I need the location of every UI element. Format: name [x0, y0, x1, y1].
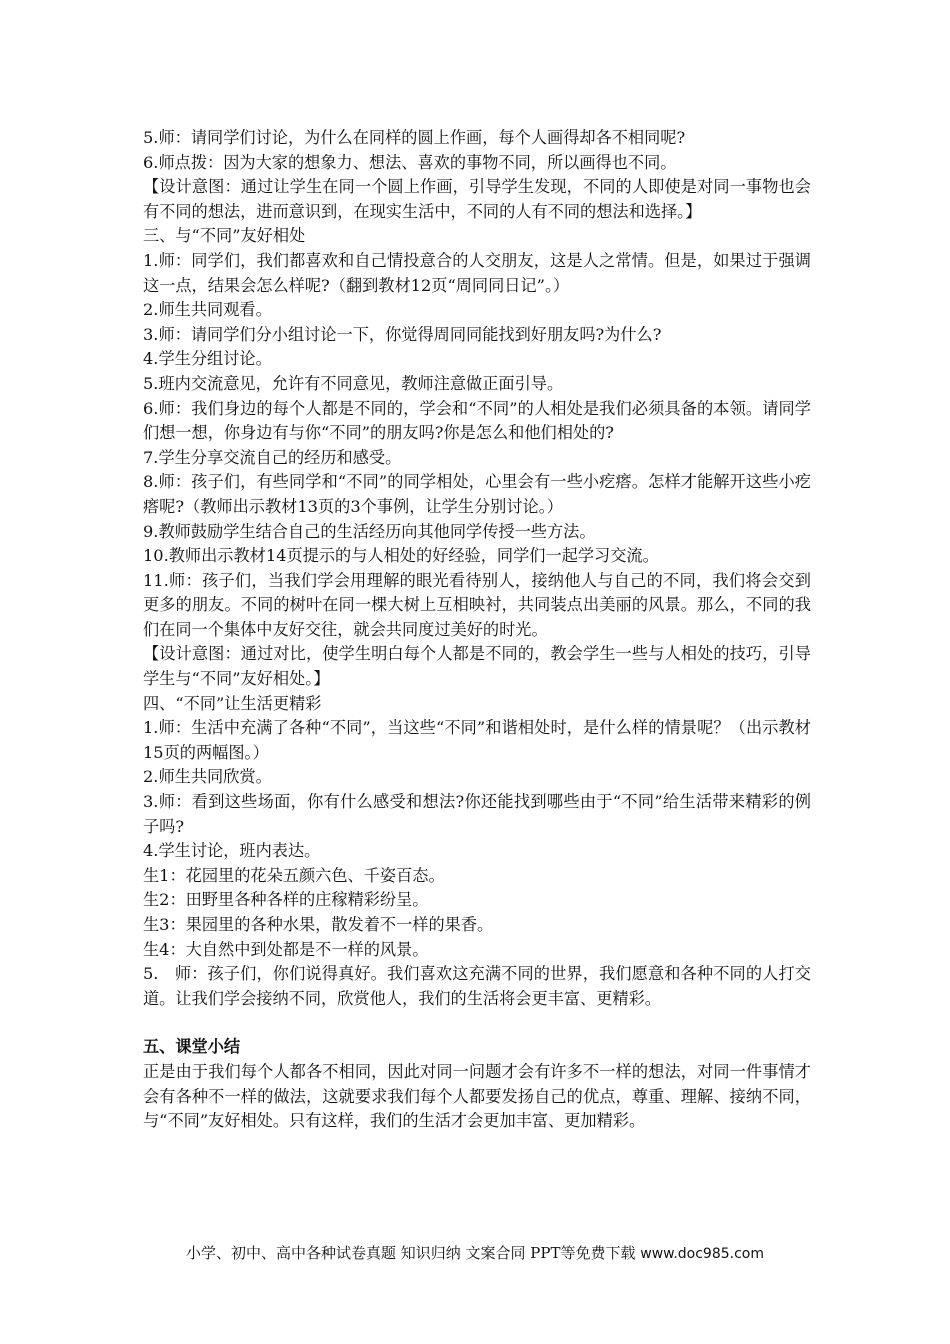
- summary-text: 正是由于我们每个人都各不相同，因此对同一问题才会有许多不一样的想法，对同一件事情才会有各种不一样的做法，这就要求我们每个人都要发扬自己的优点，尊重、理解、接纳不同，与“不同”友好相处。只有这样，我们的生活才会更加丰富、更加精彩。: [143, 1061, 811, 1131]
- paragraph: 2.师生共同欣赏。: [143, 767, 272, 787]
- paragraph: 4.学生讨论，班内表达。: [143, 841, 321, 861]
- paragraph: 7.学生分享交流自己的经历和感受。: [143, 447, 402, 467]
- paragraph: 6.师点拨：因为大家的想象力、想法、喜欢的事物不同，所以画得也不同。: [143, 152, 677, 172]
- section-heading: 三、与“不同”友好相处: [143, 226, 306, 246]
- paragraph: 8.师：孩子们，有些同学和“不同”的同学相处，心里会有一些小疙瘩。怎样才能解开这些小疙瘩呢?（教师出示教材13页的3个事例，让学生分别讨论。）: [143, 472, 811, 516]
- student-answer: 生4：大自然中到处都是不一样的风景。: [143, 939, 429, 959]
- summary-heading: 五、课堂小结: [143, 1037, 241, 1057]
- paragraph: 3.师：看到这些场面，你有什么感受和想法?你还能找到哪些由于“不同”给生活带来精彩的例子吗?: [143, 792, 811, 836]
- paragraph: 5.师：请同学们讨论，为什么在同样的圆上作画，每个人画得却各不相同呢?: [143, 128, 686, 147]
- blank-line: [143, 1011, 811, 1035]
- design-intent-note: 【设计意图：通过对比，使学生明白每个人都是不同的，教会学生一些与人相处的技巧，引导学生与“不同”友好相处。】: [143, 644, 811, 689]
- document-body: [143, 126, 811, 1134]
- paragraph: 2.师生共同观看。: [143, 300, 272, 320]
- paragraph: 1.师：同学们，我们都喜欢和自己情投意合的人交朋友，这是人之常情。但是，如果过于强调这一点，结果会怎么样呢?（翻到教材12页“周同同日记”。）: [143, 250, 811, 295]
- footer-text: 小学、初中、高中各种试卷真题 知识归纳 文案合同 PPT等免费下载: [185, 1244, 636, 1262]
- design-intent-note: 【设计意图：通过让学生在同一个圆上作画，引导学生发现，不同的人即使是对同一事物也会有不同的想法，进而意识到，在现实生活中，不同的人有不同的想法和选择。】: [143, 177, 811, 221]
- paragraph: 9.教师鼓励学生结合自己的生活经历向其他同学传授一些方法。: [143, 521, 596, 541]
- page-footer: [0, 1242, 950, 1265]
- paragraph: 11.师：孩子们，当我们学会用理解的眼光看待别人，接纳他人与自己的不同，我们将会交到更多的朋友。不同的树叶在同一棵大树上互相映衬，共同装点出美丽的风景。那么，不同的我们在同一个集体中友好交往，就会共同度过美好的时光。: [143, 570, 811, 639]
- section-heading: 四、“不同”让生活更精彩: [143, 693, 322, 713]
- student-answer: 生3：果园里的各种水果，散发着不一样的果香。: [143, 915, 494, 934]
- footer-url: www.doc985.com: [640, 1246, 765, 1262]
- paragraph: 5.班内交流意见，允许有不同意见，教师注意做正面引导。: [143, 373, 564, 393]
- student-answer: 生2：田野里各种各样的庄稼精彩纷呈。: [143, 890, 429, 910]
- paragraph: 3.师：请同学们分小组讨论一下，你觉得周同同能找到好朋友吗?为什么?: [143, 324, 662, 344]
- paragraph: 10.教师出示教材14页提示的与人相处的好经验，同学们一起学习交流。: [143, 546, 659, 566]
- paragraph: 6.师：我们身边的每个人都是不同的，学会和“不同”的人相处是我们必须具备的本领。请同学们想一想，你身边有与你“不同”的朋友吗?你是怎么和他们相处的?: [143, 398, 811, 443]
- paragraph: 5. 师：孩子们，你们说得真好。我们喜欢这充满不同的世界，我们愿意和各种不同的人打交道。让我们学会接纳不同，欣赏他人，我们的生活将会更丰富、更精彩。: [143, 964, 811, 1008]
- paragraph: 1.师：生活中充满了各种“不同”，当这些“不同”和谐相处时，是什么样的情景呢？（出示教材15页的两幅图。）: [143, 718, 811, 762]
- student-answer: 生1：花园里的花朵五颜六色、千姿百态。: [143, 865, 445, 885]
- paragraph: 4.学生分组讨论。: [143, 349, 272, 369]
